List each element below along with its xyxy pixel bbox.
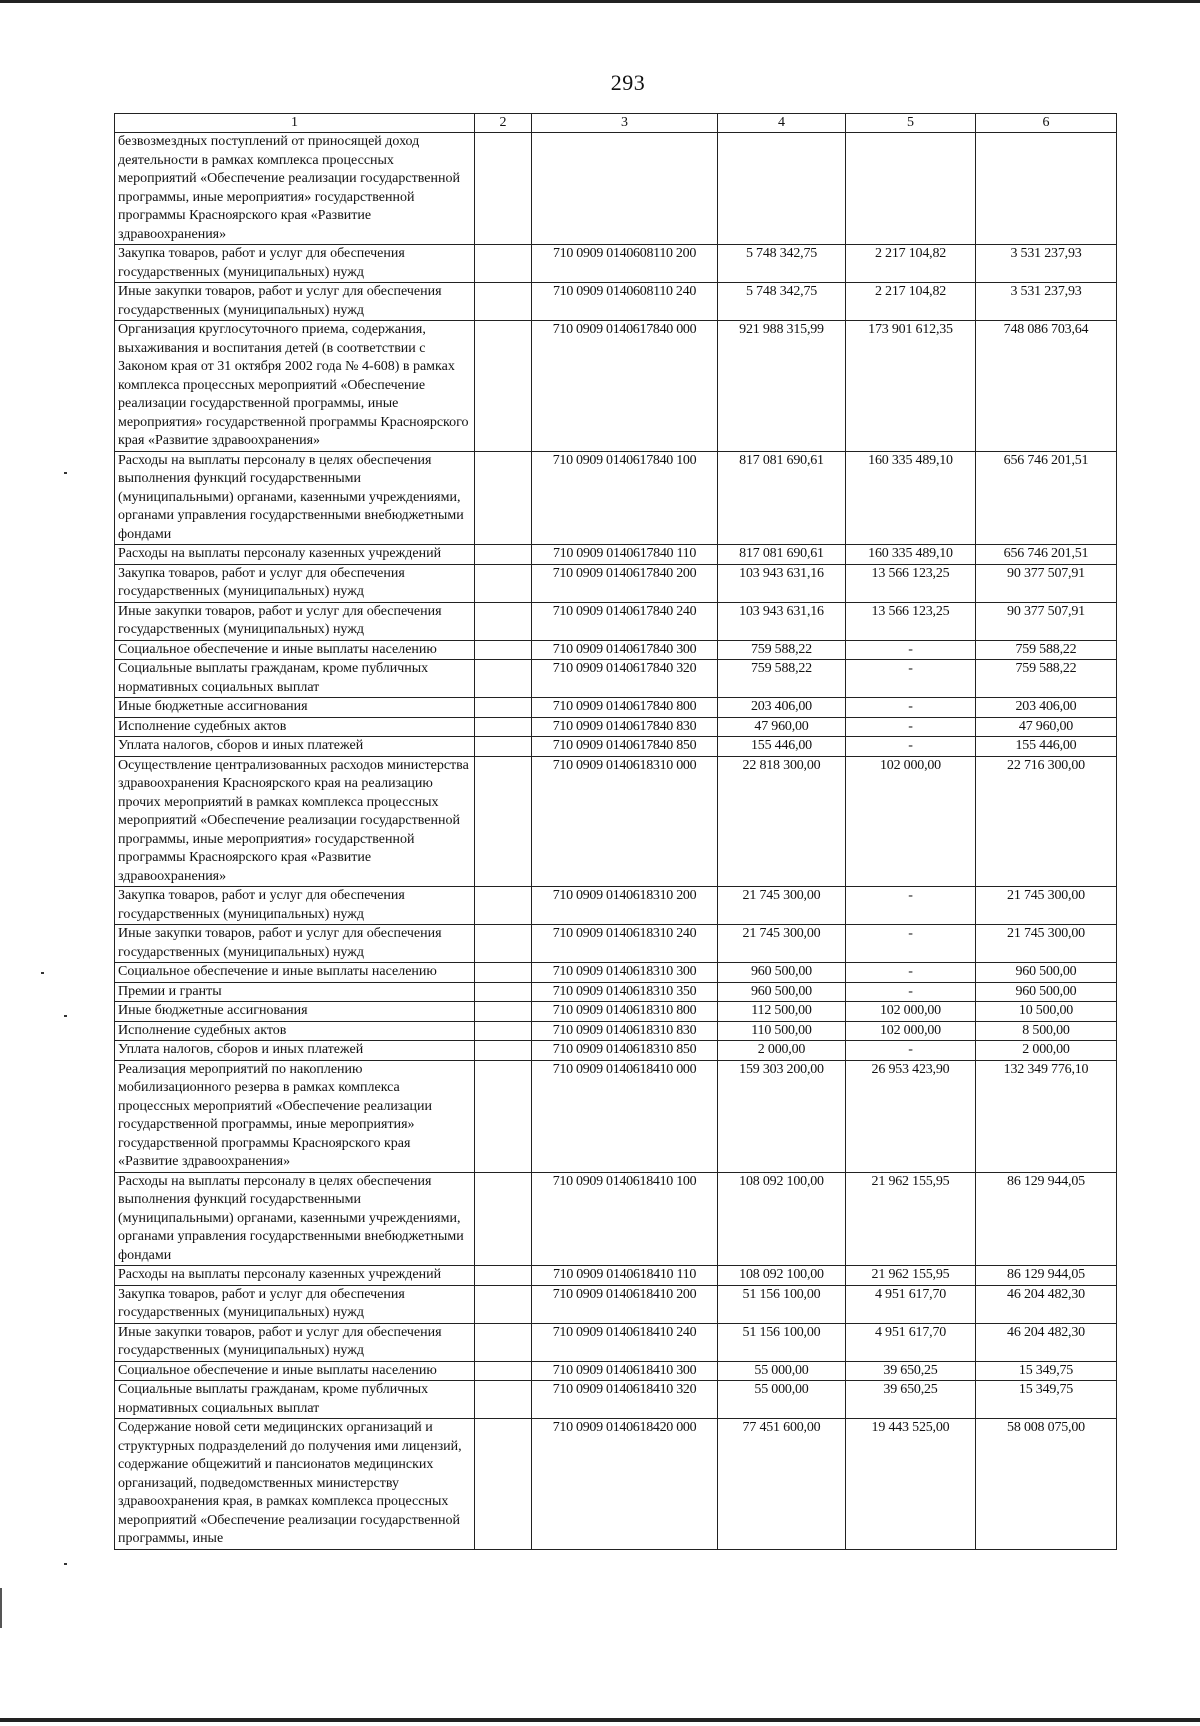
amount-col4-cell: 22 818 300,00 [718, 756, 846, 887]
budget-code-cell: 710 0909 0140617840 830 [532, 717, 718, 737]
expense-name-cell: Организация круглосуточного приема, содержания, выхаживания и воспитания детей (в соответствии с Законом края от 31 октября 2002 года № 4-608) в рамках комплекса процессных мероприятий «Обеспечение реализации государственной программы, иные мероприятия» государственной программы Красноярского края «Развитие здравоохранения» [115, 321, 475, 452]
amount-col4-cell: 203 406,00 [718, 698, 846, 718]
amount-col6-cell: 759 588,22 [976, 640, 1117, 660]
amount-col6-cell [976, 133, 1117, 245]
amount-col4-cell: 110 500,00 [718, 1021, 846, 1041]
amount-col6-cell: 46 204 482,30 [976, 1323, 1117, 1361]
table-row [115, 1172, 1117, 1266]
budget-code-cell: 710 0909 0140617840 000 [532, 321, 718, 452]
column-2-cell [475, 1172, 532, 1266]
amount-col4-cell: 817 081 690,61 [718, 451, 846, 545]
amount-col4-cell: 51 156 100,00 [718, 1285, 846, 1323]
budget-code-cell: 710 0909 0140608110 200 [532, 245, 718, 283]
table-row [115, 640, 1117, 660]
expense-name-cell: Иные закупки товаров, работ и услуг для обеспечения государственных (муниципальных) нужд [115, 1323, 475, 1361]
table-row [115, 321, 1117, 452]
expense-name-cell: Социальные выплаты гражданам, кроме публичных нормативных социальных выплат [115, 660, 475, 698]
amount-col5-cell: 2 217 104,82 [846, 283, 976, 321]
table-row [115, 133, 1117, 245]
table-row [115, 1021, 1117, 1041]
table-row [115, 564, 1117, 602]
amount-col4-cell: 2 000,00 [718, 1041, 846, 1061]
amount-col6-cell: 759 588,22 [976, 660, 1117, 698]
budget-code-cell [532, 133, 718, 245]
amount-col6-cell: 656 746 201,51 [976, 451, 1117, 545]
amount-col5-cell: 2 217 104,82 [846, 245, 976, 283]
amount-col6-cell: 15 349,75 [976, 1381, 1117, 1419]
amount-col5-cell: 39 650,25 [846, 1361, 976, 1381]
column-2-cell [475, 756, 532, 887]
amount-col5-cell: 173 901 612,35 [846, 321, 976, 452]
column-header: 5 [846, 114, 976, 133]
amount-col4-cell: 159 303 200,00 [718, 1060, 846, 1172]
table-row [115, 283, 1117, 321]
amount-col6-cell: 656 746 201,51 [976, 545, 1117, 565]
budget-code-cell: 710 0909 0140618310 830 [532, 1021, 718, 1041]
amount-col4-cell: 21 745 300,00 [718, 925, 846, 963]
column-2-cell [475, 321, 532, 452]
budget-code-cell: 710 0909 0140617840 800 [532, 698, 718, 718]
column-2-cell [475, 1060, 532, 1172]
table-row [115, 660, 1117, 698]
table-row [115, 1361, 1117, 1381]
column-2-cell [475, 283, 532, 321]
expense-name-cell: Социальное обеспечение и иные выплаты населению [115, 640, 475, 660]
amount-col4-cell: 103 943 631,16 [718, 564, 846, 602]
budget-code-cell: 710 0909 0140618310 850 [532, 1041, 718, 1061]
table-row [115, 1060, 1117, 1172]
amount-col4-cell: 960 500,00 [718, 963, 846, 983]
column-header: 6 [976, 114, 1117, 133]
column-2-cell [475, 717, 532, 737]
amount-col5-cell: - [846, 963, 976, 983]
amount-col4-cell: 55 000,00 [718, 1381, 846, 1419]
amount-col5-cell: 39 650,25 [846, 1381, 976, 1419]
budget-code-cell: 710 0909 0140608110 240 [532, 283, 718, 321]
amount-col5-cell: - [846, 660, 976, 698]
amount-col6-cell: 3 531 237,93 [976, 245, 1117, 283]
budget-code-cell: 710 0909 0140618310 800 [532, 1002, 718, 1022]
column-2-cell [475, 1381, 532, 1419]
amount-col5-cell: - [846, 1041, 976, 1061]
amount-col5-cell: 102 000,00 [846, 1021, 976, 1041]
scan-speck [64, 1563, 67, 1565]
amount-col5-cell: 19 443 525,00 [846, 1419, 976, 1550]
amount-col6-cell: 15 349,75 [976, 1361, 1117, 1381]
column-2-cell [475, 564, 532, 602]
column-header: 4 [718, 114, 846, 133]
expense-name-cell: Содержание новой сети медицинских организаций и структурных подразделений до получения ими лицензий, содержание общежитий и пансионатов медицинских организаций, подведомственных министерству здравоохранения края, в рамках комплекса процессных мероприятий «Обеспечение реализации государственной программы, иные [115, 1419, 475, 1550]
amount-col4-cell [718, 133, 846, 245]
column-2-cell [475, 887, 532, 925]
amount-col4-cell: 103 943 631,16 [718, 602, 846, 640]
amount-col5-cell: 13 566 123,25 [846, 602, 976, 640]
amount-col4-cell: 21 745 300,00 [718, 887, 846, 925]
amount-col5-cell: 160 335 489,10 [846, 451, 976, 545]
table-row [115, 545, 1117, 565]
amount-col5-cell: 102 000,00 [846, 1002, 976, 1022]
amount-col4-cell: 47 960,00 [718, 717, 846, 737]
expense-name-cell: Расходы на выплаты персоналу в целях обеспечения выполнения функций государственными (муниципальными) органами, казенными учреждениями, органами управления государственными внебюджетными фондами [115, 1172, 475, 1266]
amount-col5-cell: - [846, 925, 976, 963]
amount-col5-cell: 102 000,00 [846, 756, 976, 887]
column-2-cell [475, 133, 532, 245]
budget-table [114, 113, 1117, 1550]
table-row [115, 1285, 1117, 1323]
amount-col5-cell: 160 335 489,10 [846, 545, 976, 565]
amount-col4-cell: 759 588,22 [718, 660, 846, 698]
column-2-cell [475, 545, 532, 565]
amount-col5-cell: - [846, 737, 976, 757]
budget-code-cell: 710 0909 0140618310 200 [532, 887, 718, 925]
table-row [115, 963, 1117, 983]
table-row [115, 1266, 1117, 1286]
amount-col6-cell: 155 446,00 [976, 737, 1117, 757]
column-2-cell [475, 925, 532, 963]
column-2-cell [475, 737, 532, 757]
column-header: 1 [115, 114, 475, 133]
table-header-row [115, 114, 1117, 133]
scan-speck [64, 1015, 67, 1017]
scan-bottom-edge [0, 1718, 1200, 1722]
amount-col6-cell: 203 406,00 [976, 698, 1117, 718]
amount-col5-cell: - [846, 982, 976, 1002]
budget-code-cell: 710 0909 0140618410 100 [532, 1172, 718, 1266]
scan-top-edge [0, 0, 1200, 3]
budget-code-cell: 710 0909 0140618410 110 [532, 1266, 718, 1286]
budget-code-cell: 710 0909 0140618410 200 [532, 1285, 718, 1323]
amount-col6-cell: 3 531 237,93 [976, 283, 1117, 321]
amount-col4-cell: 112 500,00 [718, 1002, 846, 1022]
amount-col5-cell: - [846, 887, 976, 925]
amount-col5-cell: - [846, 717, 976, 737]
amount-col4-cell: 817 081 690,61 [718, 545, 846, 565]
expense-name-cell: Социальное обеспечение и иные выплаты населению [115, 1361, 475, 1381]
column-2-cell [475, 1021, 532, 1041]
table-row [115, 737, 1117, 757]
column-header: 2 [475, 114, 532, 133]
amount-col5-cell: 13 566 123,25 [846, 564, 976, 602]
budget-code-cell: 710 0909 0140617840 100 [532, 451, 718, 545]
expense-name-cell: Иные закупки товаров, работ и услуг для обеспечения государственных (муниципальных) нужд [115, 602, 475, 640]
amount-col5-cell [846, 133, 976, 245]
amount-col6-cell: 960 500,00 [976, 982, 1117, 1002]
table-row [115, 602, 1117, 640]
table-row [115, 756, 1117, 887]
budget-code-cell: 710 0909 0140617840 300 [532, 640, 718, 660]
amount-col6-cell: 10 500,00 [976, 1002, 1117, 1022]
budget-code-cell: 710 0909 0140618310 300 [532, 963, 718, 983]
column-2-cell [475, 451, 532, 545]
expense-name-cell: Уплата налогов, сборов и иных платежей [115, 737, 475, 757]
amount-col4-cell: 108 092 100,00 [718, 1172, 846, 1266]
budget-code-cell: 710 0909 0140617840 240 [532, 602, 718, 640]
column-2-cell [475, 602, 532, 640]
expense-name-cell: Социальные выплаты гражданам, кроме публичных нормативных социальных выплат [115, 1381, 475, 1419]
budget-code-cell: 710 0909 0140617840 110 [532, 545, 718, 565]
budget-code-cell: 710 0909 0140618420 000 [532, 1419, 718, 1550]
amount-col5-cell: 26 953 423,90 [846, 1060, 976, 1172]
expense-name-cell: Закупка товаров, работ и услуг для обеспечения государственных (муниципальных) нужд [115, 245, 475, 283]
table-row [115, 1002, 1117, 1022]
column-2-cell [475, 1266, 532, 1286]
expense-name-cell: Иные бюджетные ассигнования [115, 1002, 475, 1022]
expense-name-cell: Закупка товаров, работ и услуг для обеспечения государственных (муниципальных) нужд [115, 1285, 475, 1323]
table-row [115, 698, 1117, 718]
expense-name-cell: Реализация мероприятий по накоплению мобилизационного резерва в рамках комплекса процессных мероприятий «Обеспечение реализации государственной программы, иные мероприятия» государственной программы Красноярского края «Развитие здравоохранения» [115, 1060, 475, 1172]
amount-col4-cell: 55 000,00 [718, 1361, 846, 1381]
expense-name-cell: Закупка товаров, работ и услуг для обеспечения государственных (муниципальных) нужд [115, 887, 475, 925]
table-row [115, 451, 1117, 545]
expense-name-cell: Расходы на выплаты персоналу в целях обеспечения выполнения функций государственными (муниципальными) органами, казенными учреждениями, органами управления государственными внебюджетными фондами [115, 451, 475, 545]
amount-col6-cell: 86 129 944,05 [976, 1172, 1117, 1266]
amount-col5-cell: 21 962 155,95 [846, 1266, 976, 1286]
budget-code-cell: 710 0909 0140618310 350 [532, 982, 718, 1002]
budget-code-cell: 710 0909 0140618410 300 [532, 1361, 718, 1381]
scan-speck [64, 472, 67, 474]
amount-col4-cell: 108 092 100,00 [718, 1266, 846, 1286]
column-2-cell [475, 982, 532, 1002]
expense-name-cell: Осуществление централизованных расходов министерства здравоохранения Красноярского края на реализацию прочих мероприятий в рамках комплекса процессных мероприятий «Обеспечение реализации государственной программы, иные мероприятия» государственной программы Красноярского края «Развитие здравоохранения» [115, 756, 475, 887]
table-row [115, 1323, 1117, 1361]
table-row [115, 245, 1117, 283]
amount-col6-cell: 21 745 300,00 [976, 925, 1117, 963]
scan-speck [41, 972, 44, 974]
amount-col6-cell: 21 745 300,00 [976, 887, 1117, 925]
page-number: 293 [610, 70, 646, 95]
column-2-cell [475, 698, 532, 718]
amount-col6-cell: 90 377 507,91 [976, 602, 1117, 640]
column-2-cell [475, 1361, 532, 1381]
expense-name-cell: Иные закупки товаров, работ и услуг для обеспечения государственных (муниципальных) нужд [115, 283, 475, 321]
table-row [115, 887, 1117, 925]
column-2-cell [475, 640, 532, 660]
budget-code-cell: 710 0909 0140617840 320 [532, 660, 718, 698]
amount-col4-cell: 77 451 600,00 [718, 1419, 846, 1550]
amount-col4-cell: 960 500,00 [718, 982, 846, 1002]
amount-col6-cell: 132 349 776,10 [976, 1060, 1117, 1172]
table-row [115, 717, 1117, 737]
amount-col6-cell: 86 129 944,05 [976, 1266, 1117, 1286]
column-2-cell [475, 660, 532, 698]
budget-code-cell: 710 0909 0140618310 000 [532, 756, 718, 887]
budget-code-cell: 710 0909 0140618310 240 [532, 925, 718, 963]
expense-name-cell: Уплата налогов, сборов и иных платежей [115, 1041, 475, 1061]
column-2-cell [475, 245, 532, 283]
column-2-cell [475, 1041, 532, 1061]
amount-col4-cell: 51 156 100,00 [718, 1323, 846, 1361]
table-body [115, 133, 1117, 1550]
expense-name-cell: Иные закупки товаров, работ и услуг для обеспечения государственных (муниципальных) нужд [115, 925, 475, 963]
amount-col5-cell: 4 951 617,70 [846, 1285, 976, 1323]
amount-col4-cell: 921 988 315,99 [718, 321, 846, 452]
amount-col6-cell: 22 716 300,00 [976, 756, 1117, 887]
amount-col6-cell: 960 500,00 [976, 963, 1117, 983]
expense-name-cell: Расходы на выплаты персоналу казенных учреждений [115, 545, 475, 565]
expense-name-cell: Социальное обеспечение и иные выплаты населению [115, 963, 475, 983]
amount-col4-cell: 5 748 342,75 [718, 245, 846, 283]
expense-name-cell: безвозмездных поступлений от приносящей доход деятельности в рамках комплекса процессных мероприятий «Обеспечение реализации государственной программы, иные мероприятия» государственной программы Красноярского края «Развитие здравоохранения» [115, 133, 475, 245]
column-2-cell [475, 1419, 532, 1550]
expense-name-cell: Премии и гранты [115, 982, 475, 1002]
table-row [115, 982, 1117, 1002]
column-2-cell [475, 1323, 532, 1361]
amount-col5-cell: 21 962 155,95 [846, 1172, 976, 1266]
column-2-cell [475, 963, 532, 983]
column-header: 3 [532, 114, 718, 133]
scan-left-edge [0, 1588, 2, 1628]
amount-col6-cell: 46 204 482,30 [976, 1285, 1117, 1323]
amount-col5-cell: - [846, 698, 976, 718]
amount-col5-cell: 4 951 617,70 [846, 1323, 976, 1361]
amount-col4-cell: 155 446,00 [718, 737, 846, 757]
expense-name-cell: Иные бюджетные ассигнования [115, 698, 475, 718]
amount-col6-cell: 8 500,00 [976, 1021, 1117, 1041]
expense-name-cell: Исполнение судебных актов [115, 717, 475, 737]
amount-col6-cell: 748 086 703,64 [976, 321, 1117, 452]
budget-code-cell: 710 0909 0140618410 240 [532, 1323, 718, 1361]
column-2-cell [475, 1285, 532, 1323]
expense-name-cell: Закупка товаров, работ и услуг для обеспечения государственных (муниципальных) нужд [115, 564, 475, 602]
budget-code-cell: 710 0909 0140617840 850 [532, 737, 718, 757]
amount-col6-cell: 58 008 075,00 [976, 1419, 1117, 1550]
expense-name-cell: Расходы на выплаты персоналу казенных учреждений [115, 1266, 475, 1286]
amount-col5-cell: - [846, 640, 976, 660]
amount-col6-cell: 47 960,00 [976, 717, 1117, 737]
amount-col4-cell: 5 748 342,75 [718, 283, 846, 321]
table-row [115, 1419, 1117, 1550]
table-row [115, 925, 1117, 963]
budget-code-cell: 710 0909 0140617840 200 [532, 564, 718, 602]
budget-code-cell: 710 0909 0140618410 320 [532, 1381, 718, 1419]
table-row [115, 1041, 1117, 1061]
amount-col6-cell: 90 377 507,91 [976, 564, 1117, 602]
amount-col6-cell: 2 000,00 [976, 1041, 1117, 1061]
budget-code-cell: 710 0909 0140618410 000 [532, 1060, 718, 1172]
table-row [115, 1381, 1117, 1419]
expense-name-cell: Исполнение судебных актов [115, 1021, 475, 1041]
column-2-cell [475, 1002, 532, 1022]
amount-col4-cell: 759 588,22 [718, 640, 846, 660]
